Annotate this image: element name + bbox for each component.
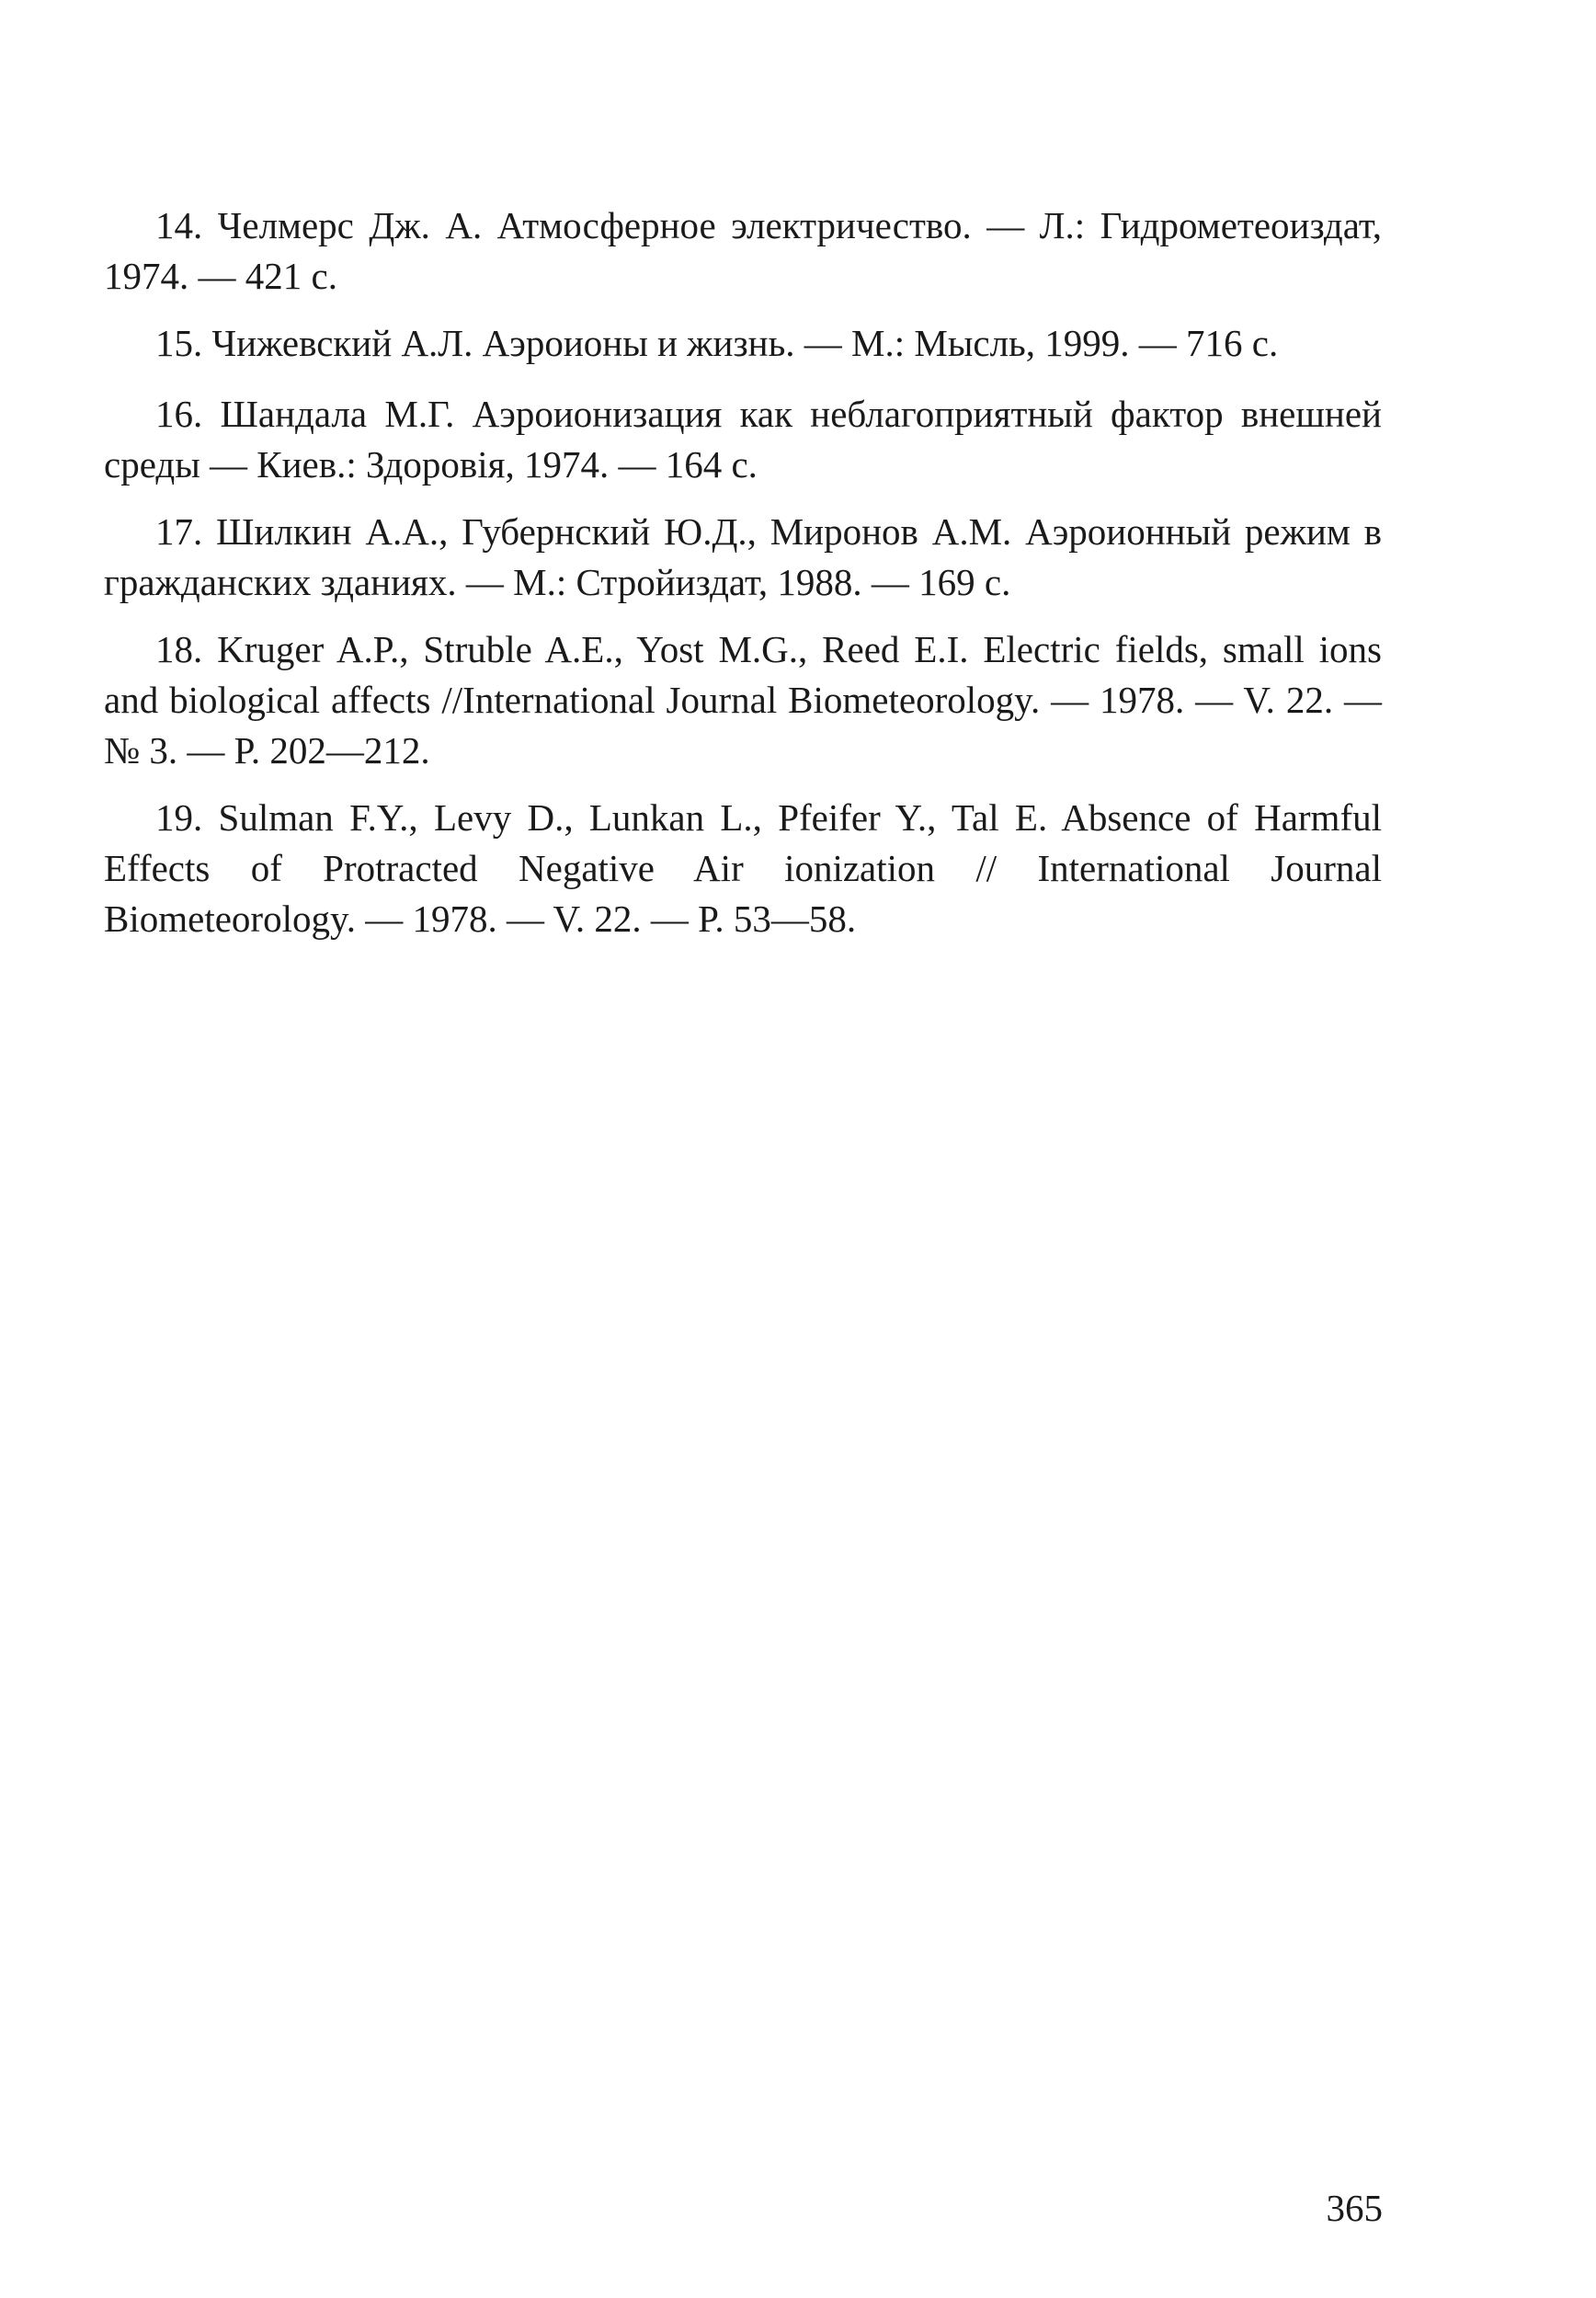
reference-item-14: 14. Челмерс Дж. А. Атмосферное электричество. — Л.: Гидрометеоиздат, 1974. — 421 с.: [104, 204, 1382, 297]
page-number: 365: [1326, 2187, 1383, 2229]
reference-item-19: 19. Sulman F.Y., Levy D., Lunkan L., Pfeifer Y., Tal E. Absence of Harmful Effects of Protracted Negative Air ionization // International Journal Biometeorology. — 1978. — V. 22. — P. 53—58.: [104, 796, 1382, 940]
reference-item-18: 18. Kruger A.P., Struble A.E., Yost M.G., Reed E.I. Electric fields, small ions and biological affects //International Journal Biometeorology. — 1978. — V. 22. — № 3. — P. 202—212.: [104, 628, 1382, 772]
reference-list: [104, 200, 1382, 961]
reference-item-15: 15. Чижевский А.Л. Аэроионы и жизнь. — М.: Мысль, 1999. — 716 с.: [155, 322, 1279, 364]
reference-item-17: 17. Шилкин А.А., Губернский Ю.Д., Миронов А.М. Аэроионный режим в гражданских зданиях. — М.: Стройиздат, 1988. — 169 с.: [104, 510, 1382, 603]
reference-item-16: 16. Шандала М.Г. Аэроионизация как неблагоприятный фактор внешней среды — Киев.: Здоровія, 1974. — 164 с.: [104, 393, 1382, 486]
